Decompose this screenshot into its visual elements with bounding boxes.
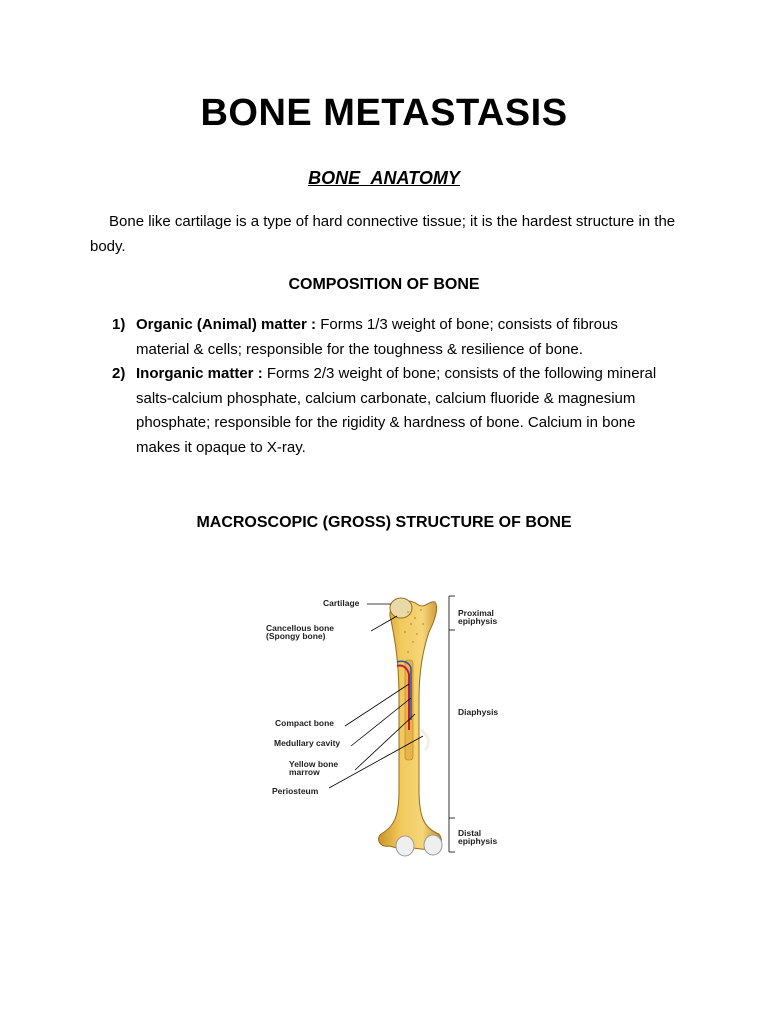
list-term: Inorganic matter : (136, 365, 263, 382)
section-subtitle: BONE ANATOMY (308, 168, 460, 188)
label-cancellous-2: (Spongy bone) (266, 631, 326, 641)
label-diaphysis: Diaphysis (458, 707, 499, 717)
macroscopic-heading: MACROSCOPIC (GROSS) STRUCTURE OF BONE (196, 514, 572, 531)
label-periosteum: Periosteum (272, 786, 319, 796)
intro-paragraph (90, 209, 690, 259)
composition-heading: COMPOSITION OF BONE (288, 276, 480, 293)
intro-text: Bone like cartilage is a type of hard connective tissue; it is the hardest structure in the body. (90, 213, 676, 255)
list-body (136, 362, 672, 460)
leader-lines (329, 596, 455, 852)
distal-condyle-left (396, 836, 414, 856)
label-proximal-1: Proximal (458, 608, 494, 618)
list-text: Forms 2/3 weight of bone; consists of the following mineral salts-calcium phosphate, calcium carbonate, calcium fluoride & magnesium phosphate; responsible for the rigidity & hardness of bone. Calcium in bone makes it opaque to X-ray. (136, 365, 657, 456)
label-medullary-cavity: Medullary cavity (274, 738, 341, 748)
label-distal-1: Distal (458, 828, 482, 838)
document-title: BONE METASTASIS (200, 92, 568, 134)
distal-condyle-right (424, 835, 442, 855)
bone-structure-figure (263, 590, 508, 860)
label-cancellous-1: Cancellous bone (266, 623, 335, 633)
label-yellow-marrow-2: marrow (289, 767, 320, 777)
list-item (112, 362, 672, 460)
list-text: Forms 1/3 weight of bone; consists of fibrous material & cells; responsible for the toughness & resilience of bone. (136, 316, 618, 358)
list-item (112, 313, 672, 362)
label-compact-bone: Compact bone (275, 718, 335, 728)
label-proximal-2: epiphysis (458, 616, 498, 626)
list-number: 2) (112, 365, 126, 382)
label-cartilage: Cartilage (323, 598, 360, 608)
list-term: Organic (Animal) matter : (136, 316, 317, 333)
periosteum-flap (421, 730, 428, 750)
list-number: 1) (112, 316, 126, 333)
label-yellow-marrow-1: Yellow bone (289, 759, 339, 769)
composition-list (112, 313, 672, 460)
femoral-head (390, 598, 412, 618)
list-body (136, 313, 672, 362)
label-distal-2: epiphysis (458, 836, 498, 846)
